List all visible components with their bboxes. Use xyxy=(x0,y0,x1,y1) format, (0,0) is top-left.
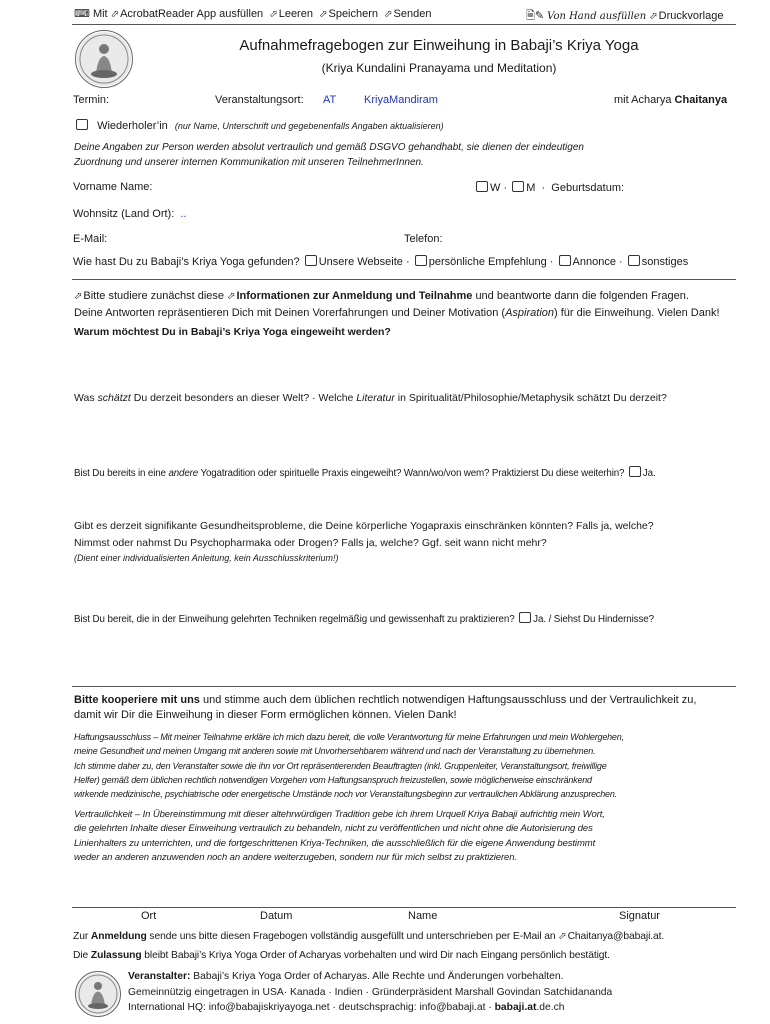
found-option-label: sonstiges xyxy=(641,256,689,268)
document-icon: 🗎 xyxy=(526,9,535,22)
address-field[interactable]: .. xyxy=(180,208,187,220)
found-question: Wie hast Du zu Babaji’s Kriya Yoga gefunden? xyxy=(73,256,300,268)
section-rule xyxy=(72,686,736,687)
repeat-label: Wiederholer’in xyxy=(97,120,168,132)
signature-name: Name xyxy=(408,910,438,922)
footer-text: Die xyxy=(73,950,89,961)
gender-birth-row xyxy=(474,181,624,194)
practice-yes-checkbox[interactable] xyxy=(519,612,531,623)
organizer-line xyxy=(128,969,612,985)
question-text: Du derzeit besonders an dieser Welt? · Welche xyxy=(133,392,354,404)
name-label: Vorname Name: xyxy=(73,181,153,193)
top-rule xyxy=(72,24,736,25)
found-other-checkbox[interactable] xyxy=(628,255,640,266)
save-link[interactable]: Speichern xyxy=(328,8,379,20)
acrobat-fill-link[interactable]: AcrobatReader App ausfüllen xyxy=(120,8,264,20)
question-text: Ja. xyxy=(642,468,656,479)
footer-text: sende uns bitte diesen Fragebogen vollständig ausgefüllt und unterschrieben per E-Mail an xyxy=(149,931,556,942)
consent-text: damit wir Dir die Einweihung in dieser Form ermöglichen können. Vielen Dank! xyxy=(74,709,457,721)
found-website-checkbox[interactable] xyxy=(305,255,317,266)
question-text: Gibt es derzeit signifikante Gesundheitsprobleme, die Deine körperliche Yogapraxis einschränken könnten? Falls ja, welche? xyxy=(74,520,654,532)
found-row xyxy=(73,255,688,268)
acharya xyxy=(614,94,727,106)
answer-other-tradition-field[interactable] xyxy=(74,482,736,516)
confidentiality-line: Vertraulichkeit – In Übereinstimmung mit dieser altehrwürdigen Tradition gebe ich ihrem Urquell Kriya Babaji aufrichtig mein Wort, xyxy=(74,809,605,820)
intro-please: Bitte studiere zunächst diese xyxy=(83,290,225,302)
acharya-prefix: mit Acharya xyxy=(614,94,672,106)
registration-note xyxy=(73,931,664,942)
gender-m-label: M xyxy=(526,182,536,194)
question-other-tradition xyxy=(74,466,656,479)
signature-sign: Signatur xyxy=(619,910,660,922)
info-link[interactable]: Informationen zur Anmeldung und Teilnahme xyxy=(236,290,473,302)
intro-line xyxy=(74,305,736,321)
question-text: Bist Du bereit, die in der Einweihung gelehrten Techniken regelmäßig und gewissenhaft zu praktizieren? xyxy=(74,614,515,625)
phone-label: Telefon: xyxy=(404,233,443,245)
link-icon: ⬀ xyxy=(384,9,393,20)
privacy-line: Zuordnung und unserer internen Kommunikation mit unseren TeilnehmerInnen. xyxy=(74,157,424,168)
gender-m-checkbox[interactable] xyxy=(512,181,524,192)
intro-rest: und beantworte dann die folgenden Fragen. xyxy=(475,290,689,302)
question-text: schätzt xyxy=(97,392,131,404)
consent-intro xyxy=(74,693,736,723)
repeat-checkbox[interactable] xyxy=(76,119,88,130)
separator: · xyxy=(549,256,554,268)
toolbar xyxy=(74,7,431,20)
page-subtitle: (Kriya Kundalini Pranayama und Meditation) xyxy=(321,61,557,75)
question-why: Warum möchtest Du in Babaji’s Kriya Yoga eingeweiht werden? xyxy=(74,326,391,338)
gender-w-label: W xyxy=(490,182,501,194)
question-text: in Spiritualität/Philosophie/Metaphysik schätzt Du derzeit? xyxy=(397,392,667,404)
print-template-link[interactable]: Druckvorlage xyxy=(658,10,724,22)
babaji-logo xyxy=(75,30,133,88)
consent-text: und stimme auch dem üblichen rechtlich notwendigen Haftungsausschluss und der Vertraulichkeit zu, xyxy=(202,694,697,706)
other-tradition-yes-checkbox[interactable] xyxy=(629,466,641,477)
answer-why-field[interactable] xyxy=(74,342,736,388)
repeat-row xyxy=(74,119,444,132)
intro-line xyxy=(74,288,736,305)
organizer-label: Veranstalter: xyxy=(128,971,191,982)
link-icon: ⬀ xyxy=(110,9,120,20)
email-label: E-Mail: xyxy=(73,233,108,245)
link-icon: ⬀ xyxy=(269,9,278,20)
organizer-text: Babaji’s Kriya Yoga Order of Acharyas. Alle Rechte und Änderungen vorbehalten. xyxy=(193,971,564,982)
acharya-name: Chaitanya xyxy=(674,94,728,106)
birthdate-label: Geburtsdatum: xyxy=(551,182,625,194)
intro-text: ) für die Einweihung. Vielen Dank! xyxy=(554,307,720,319)
separator: · xyxy=(619,256,623,268)
admission-note xyxy=(73,950,610,961)
consent-line xyxy=(74,693,736,708)
separator: · xyxy=(503,182,508,194)
liability-line: Helfer) gemäß dem üblichen rechtlich notwendigen Vorgehen vom Haftungsanspruch freizustellen, sowie möglicherweise einschränkend xyxy=(74,774,592,785)
found-option-label: persönliche Empfehlung xyxy=(428,256,547,268)
link-icon: ⬀ xyxy=(558,931,567,942)
confidentiality-line: die gelehrten Inhalte dieser Einweihung vertraulich zu behandeln, nicht zu veröffentlichen und nicht ohne die Autorisierung des xyxy=(74,823,593,835)
footer-text: Anmeldung xyxy=(90,931,147,942)
found-option-label: Unsere Webseite xyxy=(318,256,403,268)
toolbar-fill-with: Mit xyxy=(92,8,108,20)
link-icon: ⬀ xyxy=(649,11,658,22)
keyboard-icon: ⌨ xyxy=(74,7,90,20)
question-appreciate xyxy=(74,392,667,404)
venue-value[interactable]: KriyaMandiram xyxy=(364,94,438,106)
contact-email-link[interactable]: Chaitanya@babaji.at. xyxy=(567,931,665,942)
pen-icon: ✎ xyxy=(534,9,545,22)
organizer-line: Gemeinnützig eingetragen in USA· Kanada · Indien · Gründerpräsident Marshall Govindan Satchidananda xyxy=(128,986,613,998)
organizer-contacts: International HQ: info@babajiskriyayoga.net · deutschsprachig: info@babaji.at · xyxy=(128,1002,492,1013)
link-icon: ⬀ xyxy=(319,9,328,20)
separator: · xyxy=(405,256,410,268)
gender-w-checkbox[interactable] xyxy=(476,181,488,192)
question-text: Ja. / Siehst Du Hindernisse? xyxy=(533,614,654,625)
termin-label: Termin: xyxy=(73,94,110,106)
address-label: Wohnsitz (Land Ort): xyxy=(73,208,175,220)
aspiration-word: Aspiration xyxy=(505,307,554,319)
question-note: (Dient einer individualisierten Anleitung, kein Ausschlusskriterium!) xyxy=(74,553,339,563)
confidentiality-text xyxy=(74,808,736,865)
address-row xyxy=(73,208,186,220)
answer-appreciate-field[interactable] xyxy=(74,408,736,458)
found-option-label: Annonce xyxy=(572,256,616,268)
signature-date: Datum xyxy=(260,910,293,922)
intro xyxy=(74,288,736,321)
question-text: Nimmst oder nahmst Du Psychopharmaka oder Drogen? Falls ja, welche? Ggf. seit wann nicht mehr? xyxy=(74,537,547,549)
country-value[interactable]: AT xyxy=(323,94,337,106)
babaji-logo-small xyxy=(75,971,121,1017)
repeat-note: (nur Name, Unterschrift und gegebenenfalls Angaben aktualisieren) xyxy=(174,121,444,131)
liability-line: wirkende medizinische, psychiatrische oder energetische Umstände noch vor Veranstaltungsbeginn zur vertraulichen Abklärung anzusprechen. xyxy=(74,789,617,800)
footer-text: Zulassung xyxy=(90,950,142,961)
liability-line: Ich stimme daher zu, den Veranstalter sowie die ihn vor Ort repräsentierenden Beauftragten (inkl. Gruppenleiter, Veranstaltungsort, freiwillige xyxy=(74,760,607,771)
page-title: Aufnahmefragebogen zur Einweihung in Babaji’s Kriya Yoga xyxy=(239,37,639,54)
question-text: Was xyxy=(74,392,95,404)
link-icon: ⬀ xyxy=(227,291,236,302)
link-icon: ⬀ xyxy=(74,291,83,302)
found-ad-checkbox[interactable] xyxy=(559,255,571,266)
liability-line: meine Gesundheit und meinen Umgang mit anderen sowie mit Unvorhersehbarem während und nach der Veranstaltung zu übernehmen. xyxy=(74,746,596,757)
footer-text: Zur xyxy=(73,931,89,942)
question-health xyxy=(74,518,736,565)
liability-text xyxy=(74,730,736,801)
clear-link[interactable]: Leeren xyxy=(278,8,313,20)
privacy-note xyxy=(74,140,736,170)
confidentiality-line: weder an anderen anzuwenden noch an andere weiterzugeben, sondern nur für mich selbst zu praktizieren. xyxy=(74,851,517,863)
confidentiality-line: Linienhalters zu unterrichten, und die fortgeschrittenen Kriya-Techniken, die ausschließlich für die eigene Anwendung bestimmt xyxy=(74,837,596,849)
answer-practice-field[interactable] xyxy=(74,628,736,682)
question-text: Bist Du bereits in eine xyxy=(74,468,166,479)
separator: · xyxy=(541,182,546,194)
question-text: Yogatradition oder spirituelle Praxis eingeweiht? Wann/wo/von wem? Praktizierst Du diese weiterhin? xyxy=(200,468,625,479)
organizer-block xyxy=(128,969,612,1016)
section-rule xyxy=(72,279,736,280)
website-link-suffix[interactable]: .de.ch xyxy=(536,1002,565,1013)
send-link[interactable]: Senden xyxy=(393,8,432,20)
handfill-label: Von Hand ausfüllen xyxy=(547,11,647,22)
intro-text: Deine Antworten repräsentieren Dich mit Deinen Vorerfahrungen und Deiner Motivation ( xyxy=(74,307,506,319)
ort-label: Veranstaltungsort: xyxy=(215,94,304,106)
question-text: andere xyxy=(168,468,199,479)
signature-rule xyxy=(72,907,736,908)
liability-line: Haftungsausschluss – Mit meiner Teilnahme erkläre ich mich dazu bereit, die volle Verantwortung für meine Erfahrungen und mein Wohlergehen, xyxy=(74,732,624,742)
footer-text: bleibt Babaji’s Kriya Yoga Order of Acharyas vorbehalten und wird Dir nach Eingang persönlich bestätigt. xyxy=(144,950,610,961)
website-link[interactable]: babaji.at xyxy=(494,1002,537,1013)
consent-bold: Bitte kooperiere mit uns xyxy=(74,694,200,706)
organizer-line xyxy=(128,1000,612,1016)
found-recommendation-checkbox[interactable] xyxy=(415,255,427,266)
signature-place: Ort xyxy=(141,910,157,922)
answer-health-field[interactable] xyxy=(74,566,736,610)
privacy-line: Deine Angaben zur Person werden absolut vertraulich und gemäß DSGVO gehandhabt, sie dienen der eindeutigen xyxy=(74,142,584,153)
question-practice xyxy=(74,612,654,625)
question-text: Literatur xyxy=(356,392,395,404)
